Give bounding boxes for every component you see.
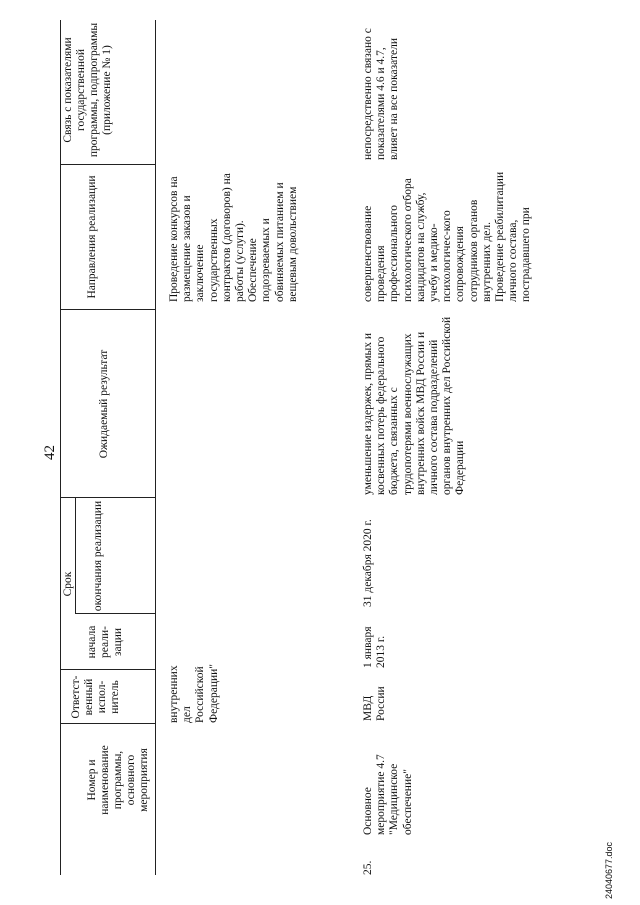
row2-name: Основное мероприятие 4.7 "Медицинское обеспечение" <box>362 754 414 835</box>
term-divider <box>75 498 76 614</box>
table-top-border <box>60 20 61 875</box>
document-code: 24040677.doc <box>604 841 614 899</box>
col-divider-3 <box>75 613 155 614</box>
header-bottom-border <box>155 20 156 875</box>
row1-directions: Проведение конкурсов на размещение заказов и заключение государственных контрактов (договоров) на работы (услуги). Обеспечение подозреваемых и обвиняемых питанием и вещевым довольствием <box>168 173 299 302</box>
header-result: Ожидаемый результат <box>98 349 110 459</box>
row2-responsible: МВД России <box>362 686 388 721</box>
col-divider-5 <box>60 309 155 310</box>
page-number: 42 <box>42 445 58 460</box>
header-term-start: начала реали-зации <box>86 625 124 659</box>
col-divider-1 <box>60 723 155 724</box>
row2-directions: совершенствование проведения профессионального психологического отбора кандидатов на службу, учебу и медико-психологичес-кого сопровождения сотрудников органов внутренних дел. Проведение реабилитации личного состава, пострадавшего при <box>362 171 533 302</box>
row2-num: 25. <box>362 860 374 875</box>
col-divider-6 <box>60 164 155 165</box>
row2-result: уменьшение издержек, прямых и косвенных потерь федерального бюджета, связанных с трудопотерями военнослужащих внутренних войск МВД России и личного состава подразделений органов внутренних дел Российской Федерации <box>362 316 467 495</box>
header-program: Номер и наименование программы, основного мероприятия <box>86 745 150 815</box>
row1-name: внутренних дел Российской Федерации" <box>168 663 220 723</box>
header-term: Срок <box>62 571 74 597</box>
header-directions: Направления реализации <box>86 175 98 299</box>
header-link: Связь с показателями государственной программы, подпрограммы (приложение № 1) <box>62 22 113 158</box>
row2-term-end: 31 декабря 2020 г. <box>362 519 374 607</box>
row2-link: непосредственно связано с показателями 4.6 и 4.7, влияет на все показатели <box>362 28 401 160</box>
row2-term-start: 1 января 2013 г. <box>362 626 388 668</box>
header-term-end: окончания реализации <box>92 500 104 612</box>
header-responsible: Ответст-венный испол-нитель <box>70 675 121 719</box>
